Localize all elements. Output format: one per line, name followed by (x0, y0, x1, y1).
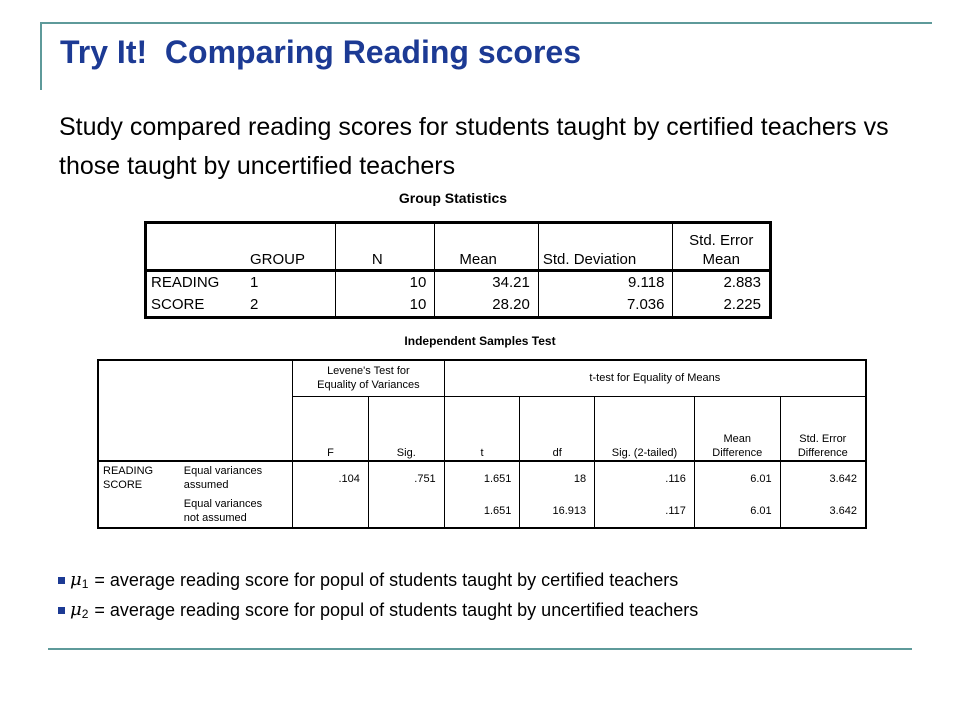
cell-std-error: 2.883 (673, 270, 771, 294)
slide-decoration-top-line (40, 22, 932, 24)
group-statistics-table (144, 221, 772, 319)
row-sublabel-line1: Equal variances (183, 465, 263, 478)
bullet-square-icon (58, 577, 65, 584)
header-mean-diff-line1: Mean (723, 433, 752, 446)
cell-std-deviation: 9.118 (538, 270, 673, 294)
definition-list (58, 565, 938, 625)
header-std-error-mean (673, 223, 771, 271)
mu-subscript: 1 (81, 577, 89, 591)
header-mean-difference (694, 396, 780, 461)
page-title: Try It! Comparing Reading scores (60, 34, 581, 70)
table-header-row (146, 223, 771, 271)
row-label-line1: READING (103, 465, 154, 478)
group-statistics-title: Group Statistics (398, 190, 508, 206)
independent-samples-title: Independent Samples Test (404, 334, 556, 348)
header-cell-empty (146, 223, 246, 271)
header-mean-diff-line2: Difference (712, 447, 763, 460)
row-label-line2: SCORE (103, 479, 143, 492)
header-f: F (293, 396, 369, 461)
header-n: N (335, 223, 434, 271)
header-std-error-line2: Mean (702, 250, 740, 268)
mu-symbol: μ (70, 599, 82, 620)
row-label-empty (98, 496, 180, 528)
header-cell-empty (98, 360, 293, 461)
cell-df: 18 (520, 461, 595, 495)
mu-symbol: μ (70, 569, 82, 590)
cell-t: 1.651 (444, 496, 520, 528)
cell-sig-2-tailed: .116 (595, 461, 695, 495)
row-sublabel-line2: assumed (183, 479, 229, 492)
cell-mean: 34.21 (435, 270, 538, 294)
table-row (98, 496, 866, 528)
bullet-text: = average reading score for popul of students taught by uncertified teachers (94, 600, 699, 620)
cell-std-error-difference: 3.642 (780, 461, 866, 495)
cell-std-deviation: 7.036 (538, 294, 673, 318)
slide-decoration-bottom-line (48, 648, 912, 650)
cell-n: 10 (335, 294, 434, 318)
cell-group: 2 (249, 296, 259, 314)
header-df: df (520, 396, 595, 461)
row-label-reading-score (98, 461, 180, 495)
header-levene (293, 360, 445, 396)
header-sig-2-tailed: Sig. (2-tailed) (595, 396, 695, 461)
cell-df: 16.913 (520, 496, 595, 528)
cell-sig-2-tailed: .117 (595, 496, 695, 528)
cell-f: .104 (293, 461, 369, 495)
header-std-error-difference (780, 396, 866, 461)
cell-t: 1.651 (444, 461, 520, 495)
mu-subscript: 2 (81, 607, 89, 621)
cell-std-error: 2.225 (673, 294, 771, 318)
slide-subtitle: Study compared reading scores for students taught by certified teachers vs those taught by uncertified teachers (59, 113, 889, 180)
row-label-equal-variances-assumed (180, 461, 293, 495)
list-item (58, 595, 938, 625)
bullet-text: = average reading score for popul of students taught by certified teachers (94, 570, 679, 590)
table-row (146, 270, 771, 294)
row-sublabel-line1: Equal variances (183, 498, 263, 511)
header-std-error-line1: Std. Error (689, 231, 754, 249)
row-label-equal-variances-not-assumed (180, 496, 293, 528)
header-levene-line1: Levene's Test for (327, 365, 410, 378)
cell-mean-difference: 6.01 (694, 496, 780, 528)
row-label-line1: READING (151, 274, 220, 292)
cell-group: 1 (249, 274, 259, 292)
cell-sig (368, 496, 444, 528)
table-header-row (98, 360, 866, 396)
table-row (98, 461, 866, 495)
bullet-square-icon (58, 607, 65, 614)
header-se-diff-line2: Difference (797, 447, 848, 460)
header-mean: Mean (435, 223, 538, 271)
header-t: t (444, 396, 520, 461)
header-levene-line2: Equality of Variances (317, 379, 420, 392)
header-group: GROUP (246, 223, 335, 271)
cell-std-error-difference: 3.642 (780, 496, 866, 528)
header-ttest: t-test for Equality of Means (444, 360, 866, 396)
header-se-diff-line1: Std. Error (799, 433, 847, 446)
slide-decoration-left-line (40, 22, 42, 90)
cell-sig: .751 (368, 461, 444, 495)
header-std-deviation: Std. Deviation (538, 223, 673, 271)
independent-samples-table (97, 359, 867, 529)
row-sublabel-line2: not assumed (183, 512, 247, 525)
header-sig: Sig. (368, 396, 444, 461)
cell-mean: 28.20 (435, 294, 538, 318)
row-label-line2: SCORE (151, 296, 205, 314)
cell-n: 10 (335, 270, 434, 294)
cell-mean-difference: 6.01 (694, 461, 780, 495)
cell-f (293, 496, 369, 528)
table-row (146, 294, 771, 318)
list-item (58, 565, 938, 595)
